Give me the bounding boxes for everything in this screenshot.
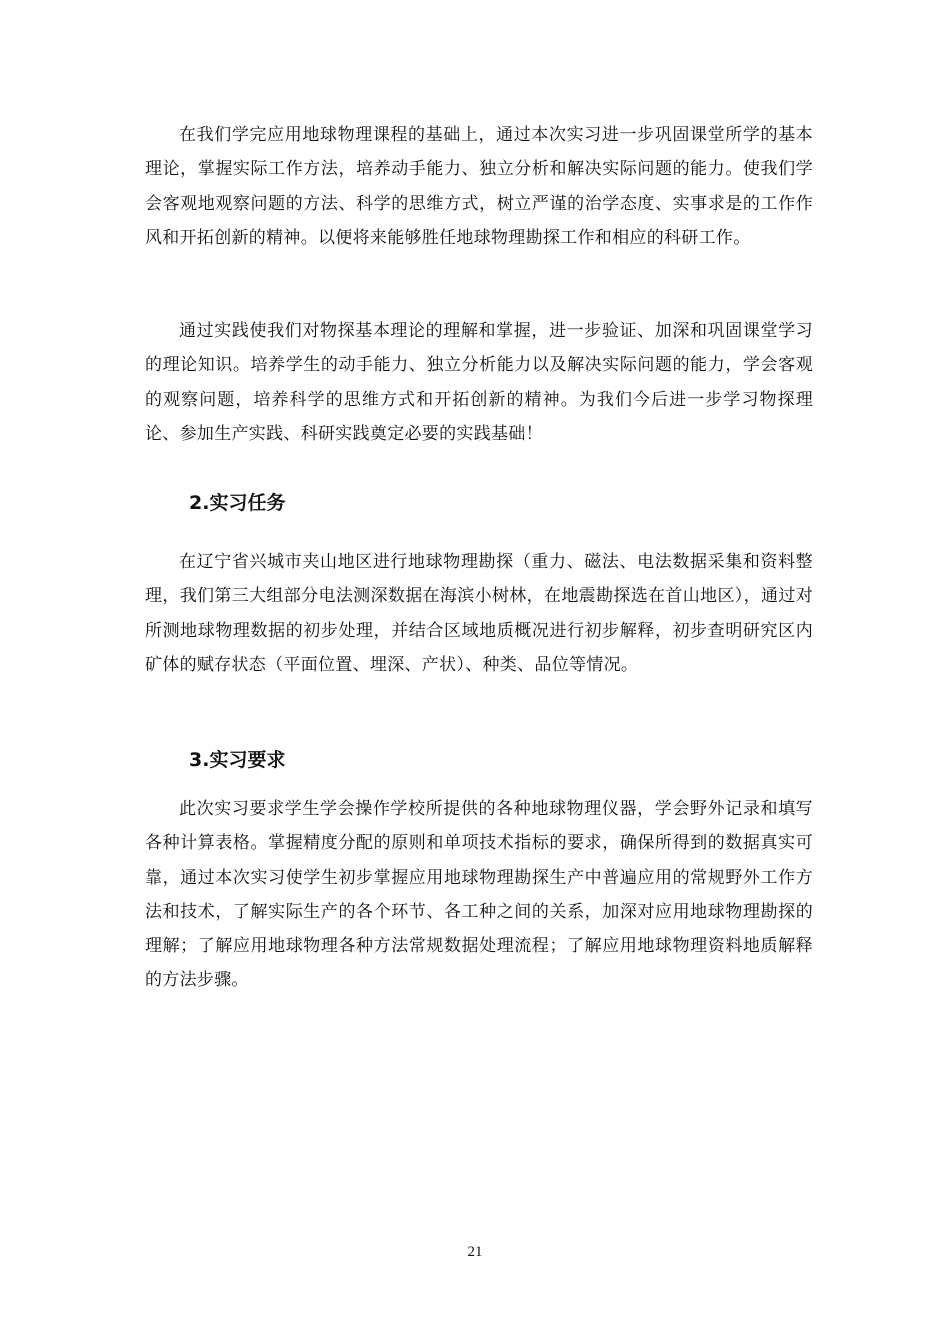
paragraph-text: 通过实践使我们对物探基本理论的理解和掌握，进一步验证、加深和巩固课堂学习的理论知识。培养学生的动手能力、独立分析能力以及解决实际问题的能力，学会客观的观察问题，培养科学的思维方式和开拓创新的精神。为我们今后进一步学习物探理论、参加生产实践、科研实践奠定必要的实践基础！ bbox=[145, 321, 813, 444]
paragraph-text: 在辽宁省兴城市夹山地区进行地球物理勘探（重力、磁法、电法数据采集和资料整理，我们第三大组部分电法测深数据在海滨小树林，在地震勘探选在首山地区），通过对所测地球物理数据的初步处理，并结合区域地质概况进行初步解释，初步查明研究区内矿体的赋存状态（平面位置、埋深、产状）、种类、品位等情况。 bbox=[145, 552, 813, 675]
intro-paragraph-1 bbox=[145, 118, 813, 255]
paragraph-text: 在我们学完应用地球物理课程的基础上，通过本次实习进一步巩固课堂所学的基本理论，掌握实际工作方法，培养动手能力、独立分析和解决实际问题的能力。使我们学会客观地观察问题的方法、科学的思维方式，树立严谨的治学态度、实事求是的工作作风和开拓创新的精神。以便将来能够胜任地球物理勘探工作和相应的科研工作。 bbox=[145, 125, 813, 248]
section-heading: 3.实习要求 bbox=[189, 749, 286, 771]
page-number: 21 bbox=[467, 1244, 483, 1260]
intro-paragraph-2 bbox=[145, 314, 813, 451]
section-2-heading bbox=[145, 488, 813, 518]
section-2-paragraph bbox=[145, 545, 813, 682]
paragraph-text: 此次实习要求学生学会操作学校所提供的各种地球物理仪器，学会野外记录和填写各种计算表格。掌握精度分配的原则和单项技术指标的要求，确保所得到的数据真实可靠，通过本次实习使学生初步掌握应用地球物理勘探生产中普遍应用的常规野外工作方法和技术，了解实际生产的各个环节、各工种之间的关系，加深对应用地球物理勘探的理解；了解应用地球物理各种方法常规数据处理流程；了解应用地球物理资料地质解释的方法步骤。 bbox=[145, 799, 813, 991]
section-heading: 2.实习任务 bbox=[189, 492, 286, 514]
section-3-paragraph bbox=[145, 792, 813, 998]
section-3-heading bbox=[145, 745, 813, 775]
